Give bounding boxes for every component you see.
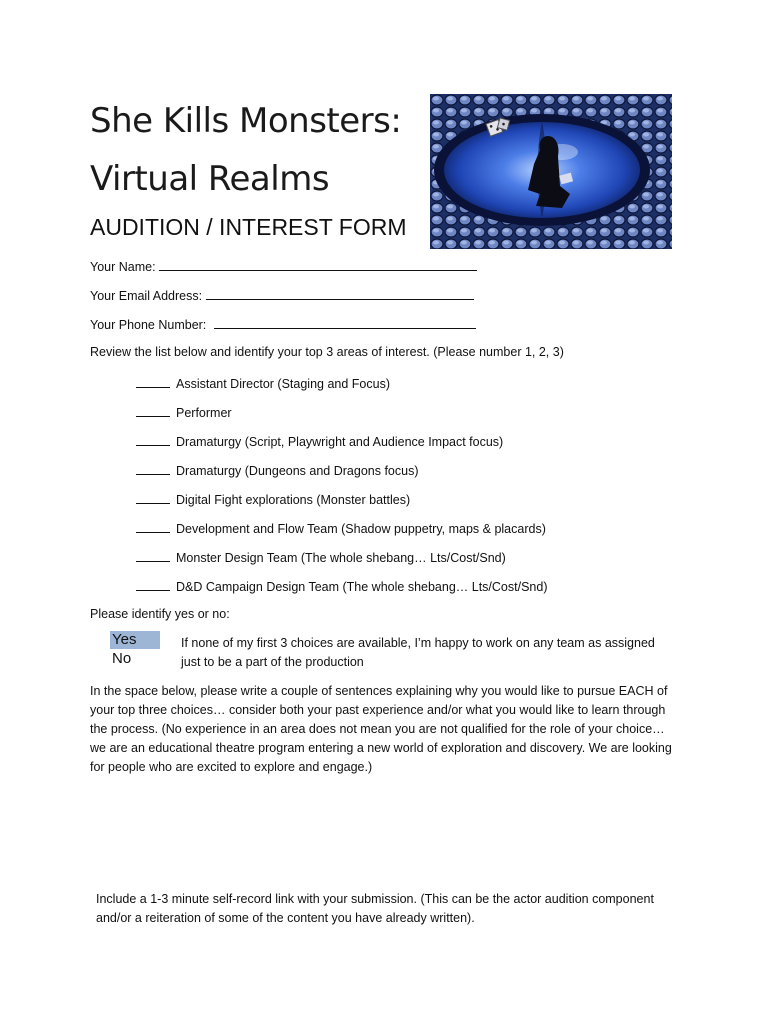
interest-label: Monster Design Team (The whole shebang… Lts/Cost/Snd) [176, 551, 506, 565]
phone-label: Your Phone Number: [90, 318, 207, 332]
title-line-1: She Kills Monsters: [90, 101, 402, 141]
form-title [90, 92, 401, 208]
rank-blank[interactable] [136, 463, 170, 475]
interest-item[interactable] [136, 376, 390, 391]
interest-item[interactable] [136, 405, 232, 420]
interest-item[interactable] [136, 434, 503, 449]
interest-item[interactable] [136, 492, 410, 507]
rank-blank[interactable] [136, 376, 170, 388]
phone-input-line[interactable] [214, 317, 476, 329]
assignment-statement-line-1: If none of my first 3 choices are available, I’m happy to work on any team as assigned [181, 636, 655, 650]
email-input-line[interactable] [206, 288, 474, 300]
interest-label: Dramaturgy (Dungeons and Dragons focus) [176, 464, 419, 478]
submission-note: Include a 1-3 minute self-record link with your submission. (This can be the actor audition component and/or a reiteration of some of the content you have already written). [96, 892, 654, 925]
interest-label: Performer [176, 406, 232, 420]
no-option[interactable]: No [112, 650, 132, 667]
rank-blank[interactable] [136, 434, 170, 446]
interest-label: Dramaturgy (Script, Playwright and Audience Impact focus) [176, 435, 504, 449]
rank-blank[interactable] [136, 579, 170, 591]
interest-label: Digital Fight explorations (Monster battles) [176, 493, 411, 507]
rank-blank[interactable] [136, 405, 170, 417]
email-label: Your Email Address: [90, 289, 203, 303]
name-label: Your Name: [90, 260, 156, 274]
rank-blank[interactable] [136, 492, 170, 504]
interest-item[interactable] [136, 579, 547, 594]
yes-no-prompt: Please identify yes or no: [90, 607, 230, 621]
explanation-paragraph: In the space below, please write a couple of sentences explaining why you would like to pursue EACH of your top three choices… consider both your past experience and/or what you would like to learn through the process. (No experience in an area does not mean you are not qualified for the role of your choice… we are an educational theatre program entering a new world of exploration and discovery. We are looking for people who are excited to explore and engage.) [90, 684, 672, 774]
title-line-2: Virtual Realms [90, 159, 330, 199]
interest-label: Assistant Director (Staging and Focus) [176, 377, 390, 391]
interest-label: Development and Flow Team (Shadow puppetry, maps & placards) [176, 522, 546, 536]
assignment-statement-line-2: just to be a part of the production [181, 655, 364, 669]
name-field[interactable] [90, 259, 477, 274]
form-heading: AUDITION / INTEREST FORM [90, 214, 407, 240]
yes-option[interactable]: Yes [110, 631, 160, 649]
rank-blank[interactable] [136, 521, 170, 533]
interest-item[interactable] [136, 521, 546, 536]
email-field[interactable] [90, 288, 474, 303]
interest-label: D&D Campaign Design Team (The whole shebang… Lts/Cost/Snd) [176, 580, 548, 594]
rank-blank[interactable] [136, 550, 170, 562]
instructions-text: Review the list below and identify your top 3 areas of interest. (Please number 1, 2, 3) [90, 345, 564, 359]
interest-item[interactable] [136, 550, 506, 565]
name-input-line[interactable] [159, 259, 477, 271]
phone-field[interactable] [90, 317, 476, 332]
interest-item[interactable] [136, 463, 418, 478]
dragon-eye-image [430, 94, 672, 249]
